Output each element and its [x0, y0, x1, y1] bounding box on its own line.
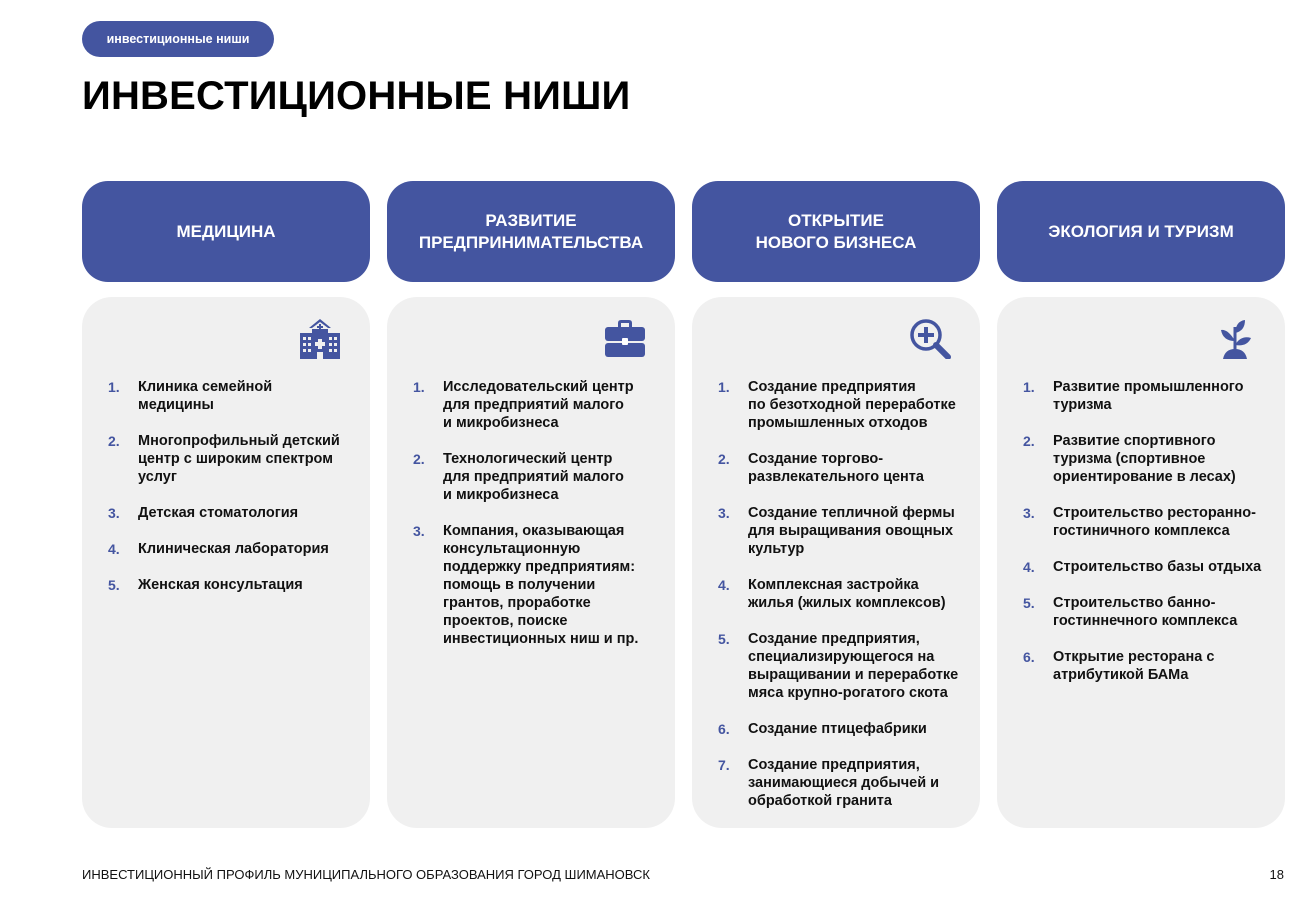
item-number: 1. [718, 379, 730, 395]
section-pill: инвестиционные ниши [82, 21, 274, 57]
item-number: 5. [718, 631, 730, 647]
item-number: 2. [718, 451, 730, 467]
column-header-medicine: МЕДИЦИНА [82, 181, 370, 282]
item-number: 2. [1023, 433, 1035, 449]
item-text: Строительство базы отдыха [1053, 559, 1262, 575]
list-item [413, 450, 665, 504]
item-number: 3. [1023, 505, 1035, 521]
item-number: 2. [108, 433, 120, 449]
item-number: 6. [1023, 649, 1035, 665]
list-item [108, 576, 360, 594]
column-card-ecology-tourism [997, 297, 1285, 828]
sprout-icon [1213, 319, 1257, 359]
list-item [413, 522, 665, 648]
entrepreneurship-list [413, 378, 665, 666]
item-number: 4. [718, 577, 730, 593]
item-text: Компания, оказывающая консультационную поддержку предприятиям: помощь в получении грантов, проработке проектов, поиске инвестиционных ниш и пр. [443, 523, 639, 647]
item-number: 1. [1023, 379, 1035, 395]
item-number: 1. [413, 379, 425, 395]
list-item [1023, 648, 1275, 684]
item-text: Строительство банно- гостиннечного комплекса [1053, 595, 1238, 629]
item-text: Детская стоматология [138, 505, 299, 521]
list-item [718, 504, 970, 558]
item-text: Комплексная застройка жилья (жилых комплексов) [748, 577, 946, 611]
item-number: 5. [108, 577, 120, 593]
list-item [1023, 378, 1275, 414]
item-text: Создание предприятия, занимающиеся добычей и обработкой гранита [748, 757, 940, 809]
list-item [1023, 594, 1275, 630]
item-text: Женская консультация [138, 577, 303, 593]
hospital-icon [298, 319, 342, 359]
item-text: Создание торгово- развлекательного цента [748, 451, 924, 485]
item-text: Клиника семейной медицины [138, 379, 273, 413]
list-item [1023, 558, 1275, 576]
list-item [718, 630, 970, 702]
list-item [108, 540, 360, 558]
list-item [108, 378, 360, 414]
list-item [108, 504, 360, 522]
item-text: Создание тепличной фермы для выращивания овощных культур [748, 505, 955, 557]
list-item [718, 720, 970, 738]
column-card-entrepreneurship [387, 297, 675, 828]
item-text: Создание предприятия по безотходной переработке промышленных отходов [748, 379, 956, 431]
list-item [1023, 432, 1275, 486]
item-number: 2. [413, 451, 425, 467]
item-number: 4. [1023, 559, 1035, 575]
item-text: Создание предприятия, специализирующегося на выращивании и переработке мяса крупно-рогатого скота [748, 631, 959, 701]
item-number: 7. [718, 757, 730, 773]
list-item [108, 432, 360, 486]
column-card-medicine [82, 297, 370, 828]
item-text: Развитие промышленного туризма [1053, 379, 1244, 413]
list-item [718, 756, 970, 810]
item-number: 5. [1023, 595, 1035, 611]
list-item [718, 576, 970, 612]
column-card-new-business [692, 297, 980, 828]
item-number: 4. [108, 541, 120, 557]
page-number: 18 [1269, 867, 1284, 882]
new-business-list [718, 378, 970, 828]
item-number: 6. [718, 721, 730, 737]
item-text: Технологический центр для предприятий малого и микробизнеса [443, 451, 624, 503]
ecology-tourism-list [1023, 378, 1275, 702]
page-title: ИНВЕСТИЦИОННЫЕ НИШИ [82, 74, 631, 118]
column-header-ecology-tourism: ЭКОЛОГИЯ И ТУРИЗМ [997, 181, 1285, 282]
list-item [718, 450, 970, 486]
item-number: 3. [718, 505, 730, 521]
item-number: 3. [413, 523, 425, 539]
list-item [1023, 504, 1275, 540]
item-text: Клиническая лаборатория [138, 541, 329, 557]
column-header-new-business: ОТКРЫТИЕ НОВОГО БИЗНЕСА [692, 181, 980, 282]
item-text: Развитие спортивного туризма (спортивное ориентирование в лесах) [1053, 433, 1236, 485]
item-number: 3. [108, 505, 120, 521]
magnifier-plus-icon [908, 319, 952, 359]
column-header-entrepreneurship: РАЗВИТИЕ ПРЕДПРИНИМАТЕЛЬСТВА [387, 181, 675, 282]
list-item [413, 378, 665, 432]
medicine-list [108, 378, 360, 612]
item-number: 1. [108, 379, 120, 395]
item-text: Создание птицефабрики [748, 721, 927, 737]
item-text: Исследовательский центр для предприятий малого и микробизнеса [443, 379, 634, 431]
item-text: Строительство ресторанно- гостиничного комплекса [1053, 505, 1256, 539]
footer-text: ИНВЕСТИЦИОННЫЙ ПРОФИЛЬ МУНИЦИПАЛЬНОГО ОБРАЗОВАНИЯ ГОРОД ШИМАНОВСК [82, 867, 650, 882]
briefcase-icon [603, 319, 647, 359]
item-text: Многопрофильный детский центр с широким спектром услуг [138, 433, 340, 485]
item-text: Открытие ресторана с атрибутикой БАМа [1053, 649, 1215, 683]
list-item [718, 378, 970, 432]
